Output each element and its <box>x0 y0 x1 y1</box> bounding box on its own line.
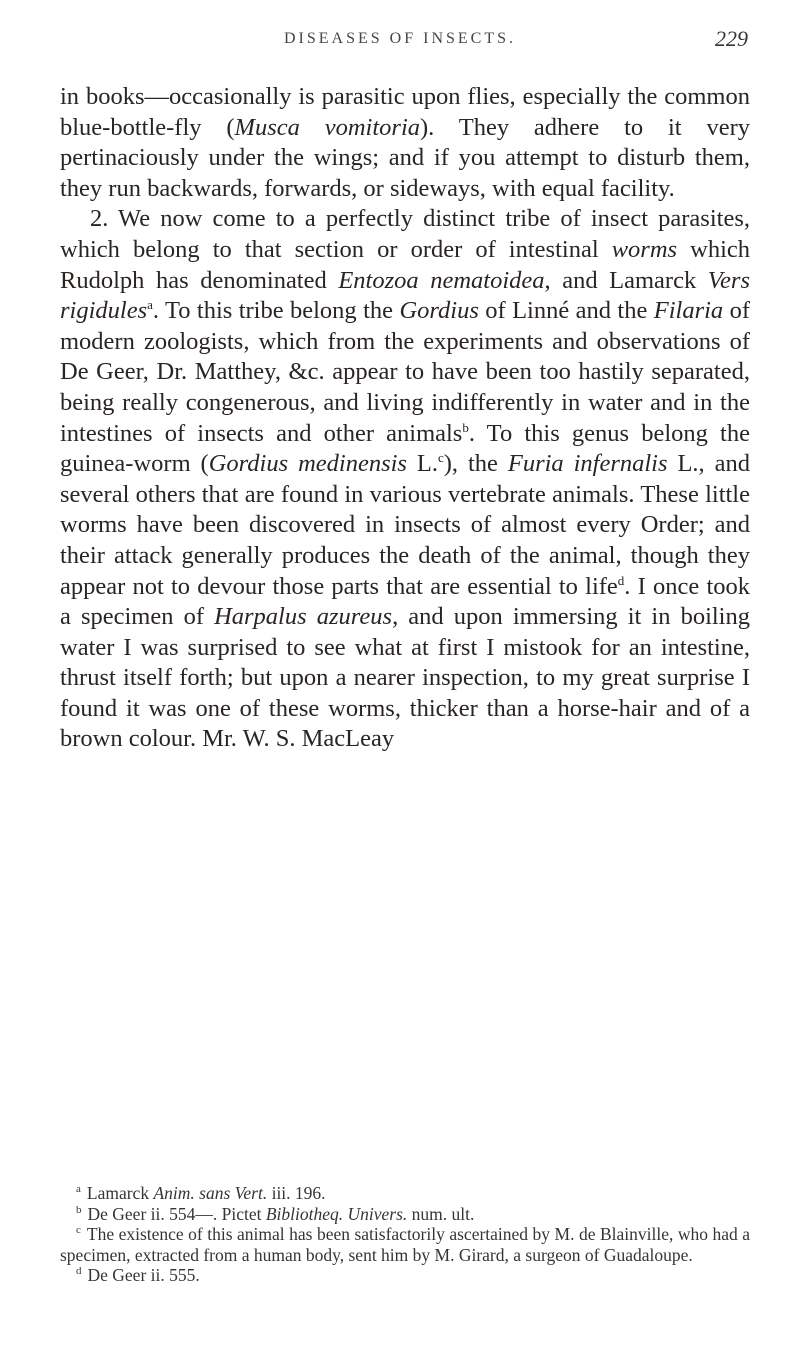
italic-run: Musca vomitoria <box>234 113 421 141</box>
italic-run: Vers rigidules <box>60 266 750 325</box>
text-run: De Geer ii. 554—. Pictet <box>87 1203 266 1224</box>
footnote-ref: a <box>147 297 153 312</box>
running-title: DISEASES OF INSECTS. <box>283 30 517 47</box>
italic-run: Entozoa nematoidea <box>338 266 545 294</box>
text-run: iii. 196. <box>267 1183 326 1203</box>
text-run: 2. We now come to a perfectly distinct tribe of insect parasites, which belong to that section or order of intestinal <box>60 205 750 263</box>
italic-run: Bibliotheq. Univers. <box>265 1203 408 1224</box>
footnote-a <box>60 1183 750 1204</box>
text-run: L. <box>406 450 438 478</box>
text-run: The existence of this animal has been satisfactorily ascertained by M. de Blainville, who had a specimen, extracted from a human body, sent him by M. Girard, a surgeon of Guadaloupe. <box>60 1224 750 1265</box>
italic-run: Harpalus azureus <box>214 603 393 631</box>
italic-run: worms <box>611 235 678 263</box>
text-run: of Linné and the <box>478 297 654 325</box>
text-run: De Geer ii. 555. <box>87 1265 200 1285</box>
body-text <box>60 82 750 755</box>
page-number: 229 <box>715 26 748 51</box>
footnote-ref: d <box>617 572 625 588</box>
running-head <box>0 22 800 52</box>
text-run: which Rudolph has denominated <box>60 235 751 294</box>
text-run: L., and several others that are found in various vertebrate animals. These little worms have been discovered in insects of almost every Order; and their attack generally produces the death of the animal, though they appear not to devour those parts that are essential to life <box>60 450 750 600</box>
text-run: . To this genus belong the guinea-worm ( <box>60 419 750 478</box>
text-run: num. ult. <box>407 1203 475 1224</box>
footnote-mark: d <box>76 1265 82 1278</box>
footnote-c <box>60 1224 750 1265</box>
text-run: of modern zoologists, which from the experiments and observations of De Geer, Dr. Matthey, &c. appear to have been too hastily separated, being really congenerous, and living indifferently in water and in the intestines of insects and other animals <box>60 297 750 447</box>
italic-run: Furia infernalis <box>507 450 668 478</box>
footnote-ref: b <box>462 419 469 435</box>
text-run: . I once took a specimen of <box>60 572 751 631</box>
paragraph-2 <box>60 204 750 755</box>
footnote-ref: c <box>437 449 444 465</box>
footnote-b <box>60 1204 750 1225</box>
paragraph-continued <box>60 82 750 204</box>
italic-run: Gordius medinensis <box>208 450 407 478</box>
text-run: ). They adhere to it very pertinaciously under the wings; and if you attempt to disturb them, they run backwards, forwards, or sideways, with equal facility. <box>60 113 751 202</box>
text-run: . To this tribe belong the <box>152 297 400 325</box>
text-run: ), the <box>443 450 508 478</box>
italic-run: Gordius <box>399 297 479 325</box>
text-run: , and Lamarck <box>544 266 708 294</box>
footnote-mark: b <box>76 1203 82 1216</box>
text-run: Lamarck <box>86 1183 154 1203</box>
italic-run: Filaria <box>653 297 724 325</box>
italic-run: Anim. sans Vert. <box>153 1183 268 1203</box>
footnotes <box>60 1183 750 1286</box>
footnote-mark: c <box>76 1224 81 1237</box>
footnote-mark: a <box>76 1183 81 1196</box>
text-run: in books—occasionally is parasitic upon flies, especially the common blue-bottle-fly ( <box>60 83 750 141</box>
footnote-d <box>60 1265 750 1286</box>
text-run: , and upon immersing it in boiling water I was surprised to see what at first I mistook for an intestine, thrust itself forth; but upon a nearer inspection, to my great surprise I found it was one of these worms, thicker than a horse-hair and of a brown colour. Mr. W. S. MacLeay <box>60 603 750 753</box>
